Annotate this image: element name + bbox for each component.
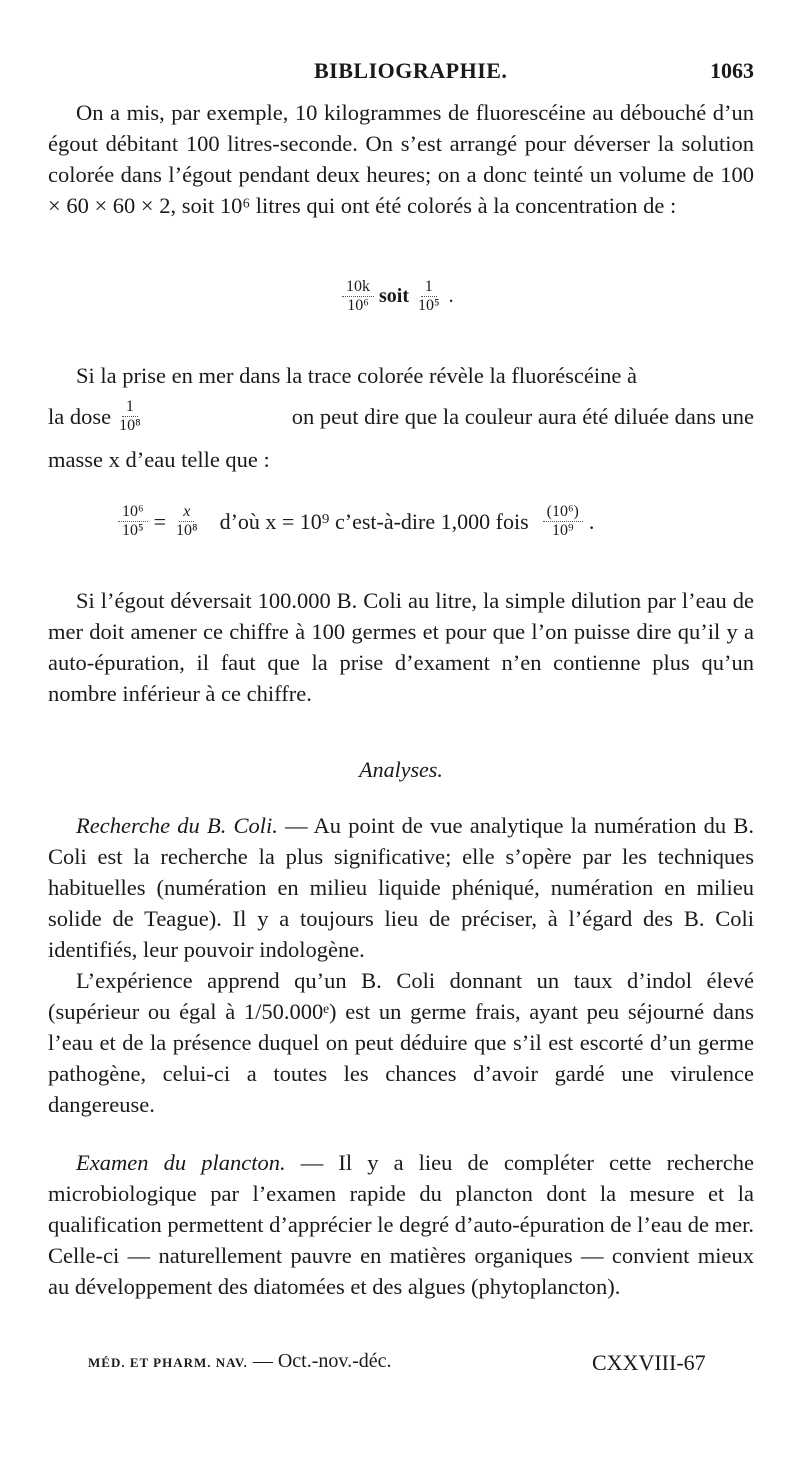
fraction-2: $\frac{x}{\text{10⁸}}$ <box>176 503 198 539</box>
running-footer <box>48 1350 754 1380</box>
section-title: Analyses. <box>359 757 443 782</box>
paragraph-5: L’expérience apprend qu’un B. Coli donnant un taux d’indol élevé (supérieur ou égal à 1/50.000ᵉ) est un germe frais, ayant peu séjourné dans l’eau et de la présence duquel on peut déduire que s’il est escorté d’un germe pathogène, celui-ci a toutes les chances d’avoir gardé une virulence dangereuse. <box>48 968 754 1117</box>
header-title: BIBLIOGRAPHIE. <box>314 58 508 83</box>
soit-word: soit <box>379 285 409 307</box>
journal-name: MÉD. ET PHARM. NAV. <box>88 1355 248 1370</box>
running-header <box>48 58 754 88</box>
formula-dilution: $\frac{\text{10⁶}}{\text{10⁵}}$ = $\frac{x}{\text{10⁸}}$ d’où x = 10⁹ c’est-à-dire 1,000 fois $\frac{\text{(10⁶)}}{\text{10⁹}}$ . <box>118 503 594 540</box>
issue-date: — Oct.-nov.-déc. <box>247 1350 392 1372</box>
paragraph-2-line-3: masse x d’eau telle que : <box>48 447 270 472</box>
paragraph-4: Recherche du B. Coli. — Au point de vue analytique la numération du B. Coli est la recherche la plus significative; elle s’opère par les techniques habituelles (numération en milieu liquide phéniqué, numération en milieu solide de Teague). Il y a toujours lieu de préciser, à l’égard des B. Coli identifiés, leur pouvoir indologène. <box>48 813 754 962</box>
fraction-3: $\frac{\text{(10⁶)}}{\text{10⁹}}$ <box>543 503 583 540</box>
paragraph-1: On a mis, par exemple, 10 kilogrammes de fluorescéine au débouché d’un égout débitant 100 litres-seconde. On s’est arrangé pour déverser la solution colorée dans l’égout pendant deux heures; on a donc teinté un volume de 100 × 60 × 60 × 2, soit 10⁶ litres qui ont été colorés à la concentration de : <box>48 100 754 218</box>
dose-fraction: $\frac{1}{\text{10⁸}}$ <box>119 398 141 434</box>
paragraph-4-lead: Recherche du B. Coli. <box>76 813 278 838</box>
fraction-1: $\frac{\text{10⁶}}{\text{10⁵}}$ <box>118 503 148 540</box>
paragraph-3: Si l’égout déversait 100.000 B. Coli au litre, la simple dilution par l’eau de mer doit amener ce chiffre à 100 germes et pour que l’on puisse dire qu’il y a auto-épuration, il faut que la prise d’exament n’en contienne plus qu’un nombre inférieur à ce chiffre. <box>48 588 754 706</box>
fraction-right: $\frac{1}{\text{10⁵}}$ <box>418 278 440 314</box>
fraction-left: $\frac{10k}{\text{10⁶}}$ <box>342 278 374 315</box>
paragraph-2-line-1: Si la prise en mer dans la trace colorée révèle la fluoréscéine à <box>76 363 637 388</box>
signature-mark: CXXVIII-67 <box>592 1350 706 1375</box>
paragraph-6: Examen du plancton. — Il y a lieu de compléter cette recherche microbiologique par l’examen rapide du plancton dont la mesure et la qualification permettent d’apprécier le degré d’auto-épuration de l’eau de mer. Celle-ci — naturellement pauvre en matières organiques — convient mieux au développement des diatomées et des algues (phytoplancton). <box>48 1150 754 1299</box>
page <box>48 0 754 1470</box>
paragraph-6-lead: Examen du plancton. <box>76 1150 286 1175</box>
formula-concentration: $\frac{10k}{\text{10⁶}}$ soit $\frac{1}{\text{10⁵}}$ . <box>342 278 454 315</box>
page-number: 1063 <box>710 58 754 83</box>
paragraph-2-line-2: la dose $\frac{1}{\text{10⁸}}$ on peut dire que la couleur aura été diluée dans une <box>48 398 754 434</box>
